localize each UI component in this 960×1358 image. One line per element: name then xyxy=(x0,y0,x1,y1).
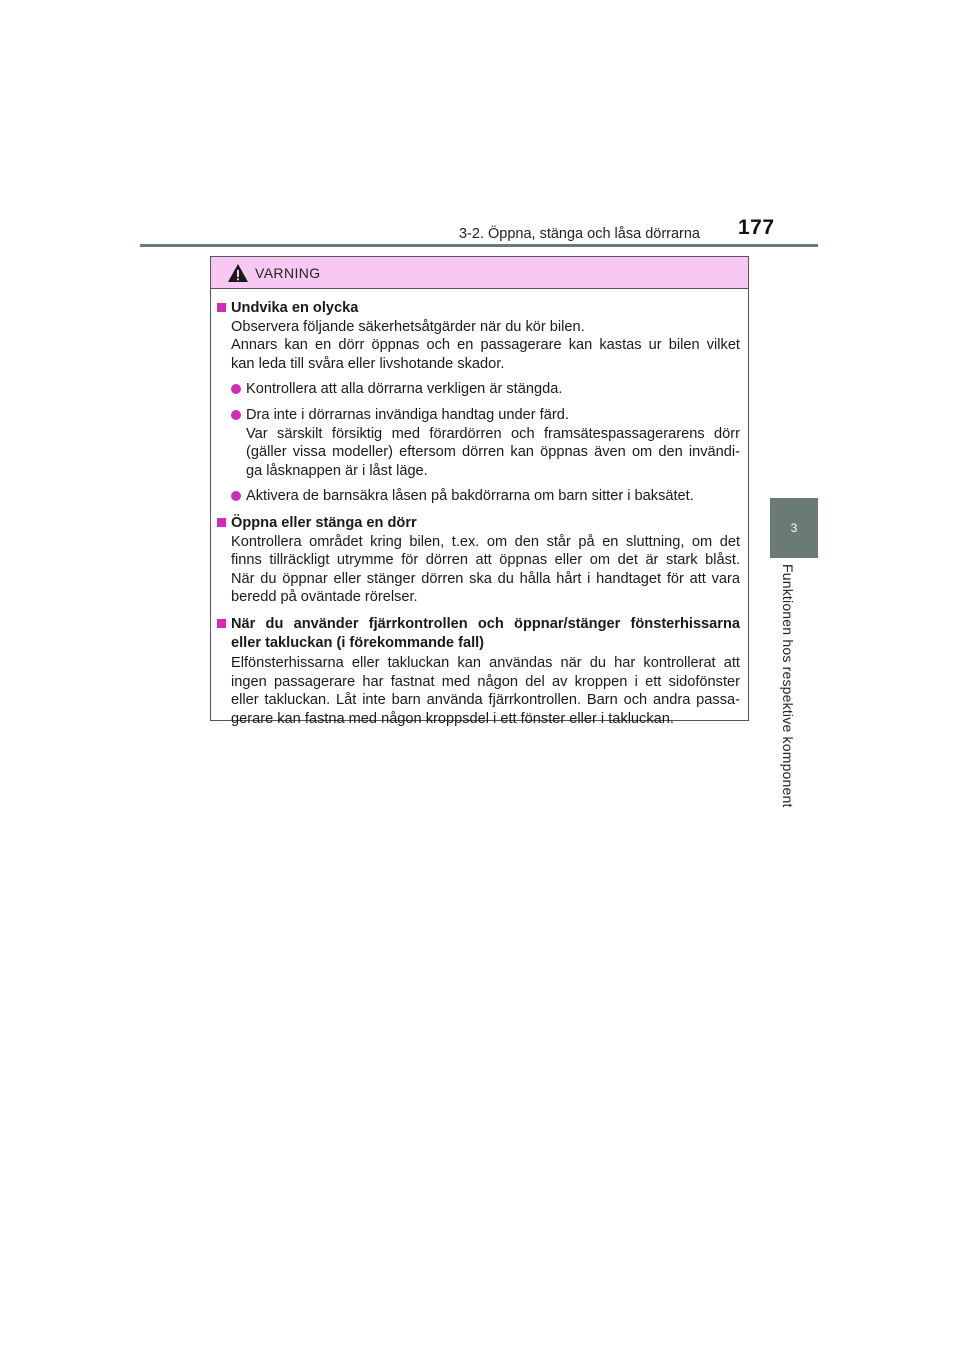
page-number: 177 xyxy=(738,216,775,239)
warning-label: VARNING xyxy=(255,264,321,281)
bullet-line: Var särskilt försiktig med förardörren och framsätespassagerarens dörr xyxy=(246,425,740,442)
warning-section-accident xyxy=(217,299,740,506)
section-title-line: eller takluckan (i förekommande fall) xyxy=(231,634,485,651)
paragraph-line: Observera följande säkerhetsåtgärder när du kör bilen. xyxy=(231,318,585,335)
section-paragraph xyxy=(217,654,740,728)
warning-body xyxy=(211,289,748,728)
paragraph-line: Elfönsterhissarna eller takluckan kan användas när du har kontrollerat att xyxy=(231,655,740,672)
section-title xyxy=(217,299,740,318)
list-item xyxy=(217,487,740,506)
chapter-title: Funktionen hos respektive komponent xyxy=(780,564,796,808)
warning-header xyxy=(211,257,748,289)
paragraph-line: eller takluckan. Låt inte barn använda fjärrkontrollen. Barn och andra passa- xyxy=(231,692,740,709)
round-bullet-icon xyxy=(231,384,241,394)
round-bullet-icon xyxy=(231,491,241,501)
paragraph-line: ingen passagerare har fastnat med någon del av kroppen i ett sidofönster xyxy=(231,673,740,690)
paragraph-line: gerare kan fastna med någon kroppsdel i ett fönster eller i takluckan. xyxy=(231,710,674,727)
section-paragraph xyxy=(217,533,740,607)
paragraph-line: Annars kan en dörr öppnas och en passagerare kan kastas ur bilen vilket xyxy=(231,337,740,354)
paragraph-line: finns tillräckligt utrymme för dörren att öppnas eller om det är stark blåst. xyxy=(231,552,740,569)
bullet-line: Aktivera de barnsäkra låsen på bakdörrarna om barn sitter i baksätet. xyxy=(246,488,694,505)
paragraph-line: beredd på oväntade rörelser. xyxy=(231,589,418,606)
warning-section-remote xyxy=(217,615,740,729)
square-bullet-icon xyxy=(217,619,226,628)
bullet-line: ga låsknappen är i låst läge. xyxy=(246,462,428,479)
square-bullet-icon xyxy=(217,518,226,527)
paragraph-line: kan leda till svåra eller livshotande skador. xyxy=(231,355,505,372)
bullet-line: Kontrollera att alla dörrarna verkligen är stängda. xyxy=(246,381,563,398)
header-section-title: 3-2. Öppna, stänga och låsa dörrarna xyxy=(458,226,700,242)
section-title-text: Öppna eller stänga en dörr xyxy=(231,514,417,531)
section-title-line: När du använder fjärrkontrollen och öppnar/stänger fönsterhissarna xyxy=(231,615,740,632)
bullet-line: Dra inte i dörrarnas invändiga handtag under färd. xyxy=(246,406,569,423)
section-title-text: Undvika en olycka xyxy=(231,300,359,316)
header-rule xyxy=(140,244,818,247)
bullet-line: (gäller vissa modeller) eftersom dörren kan öppnas även om den invändi- xyxy=(246,444,740,461)
section-title xyxy=(217,615,740,652)
warning-triangle-icon xyxy=(227,263,249,283)
paragraph-line: Kontrollera området kring bilen, t.ex. om den står på en sluttning, om det xyxy=(231,533,740,550)
chapter-tab-number: 3 xyxy=(790,521,798,535)
warning-box xyxy=(210,256,749,727)
section-paragraph xyxy=(217,318,740,374)
paragraph-line: När du öppnar eller stänger dörren ska du hålla hårt i handtaget för att vara xyxy=(231,570,740,587)
list-item xyxy=(217,380,740,399)
list-item xyxy=(217,406,740,480)
chapter-tab xyxy=(770,498,818,558)
section-title xyxy=(217,514,740,533)
round-bullet-icon xyxy=(231,410,241,420)
warning-section-door xyxy=(217,514,740,607)
square-bullet-icon xyxy=(217,303,226,312)
